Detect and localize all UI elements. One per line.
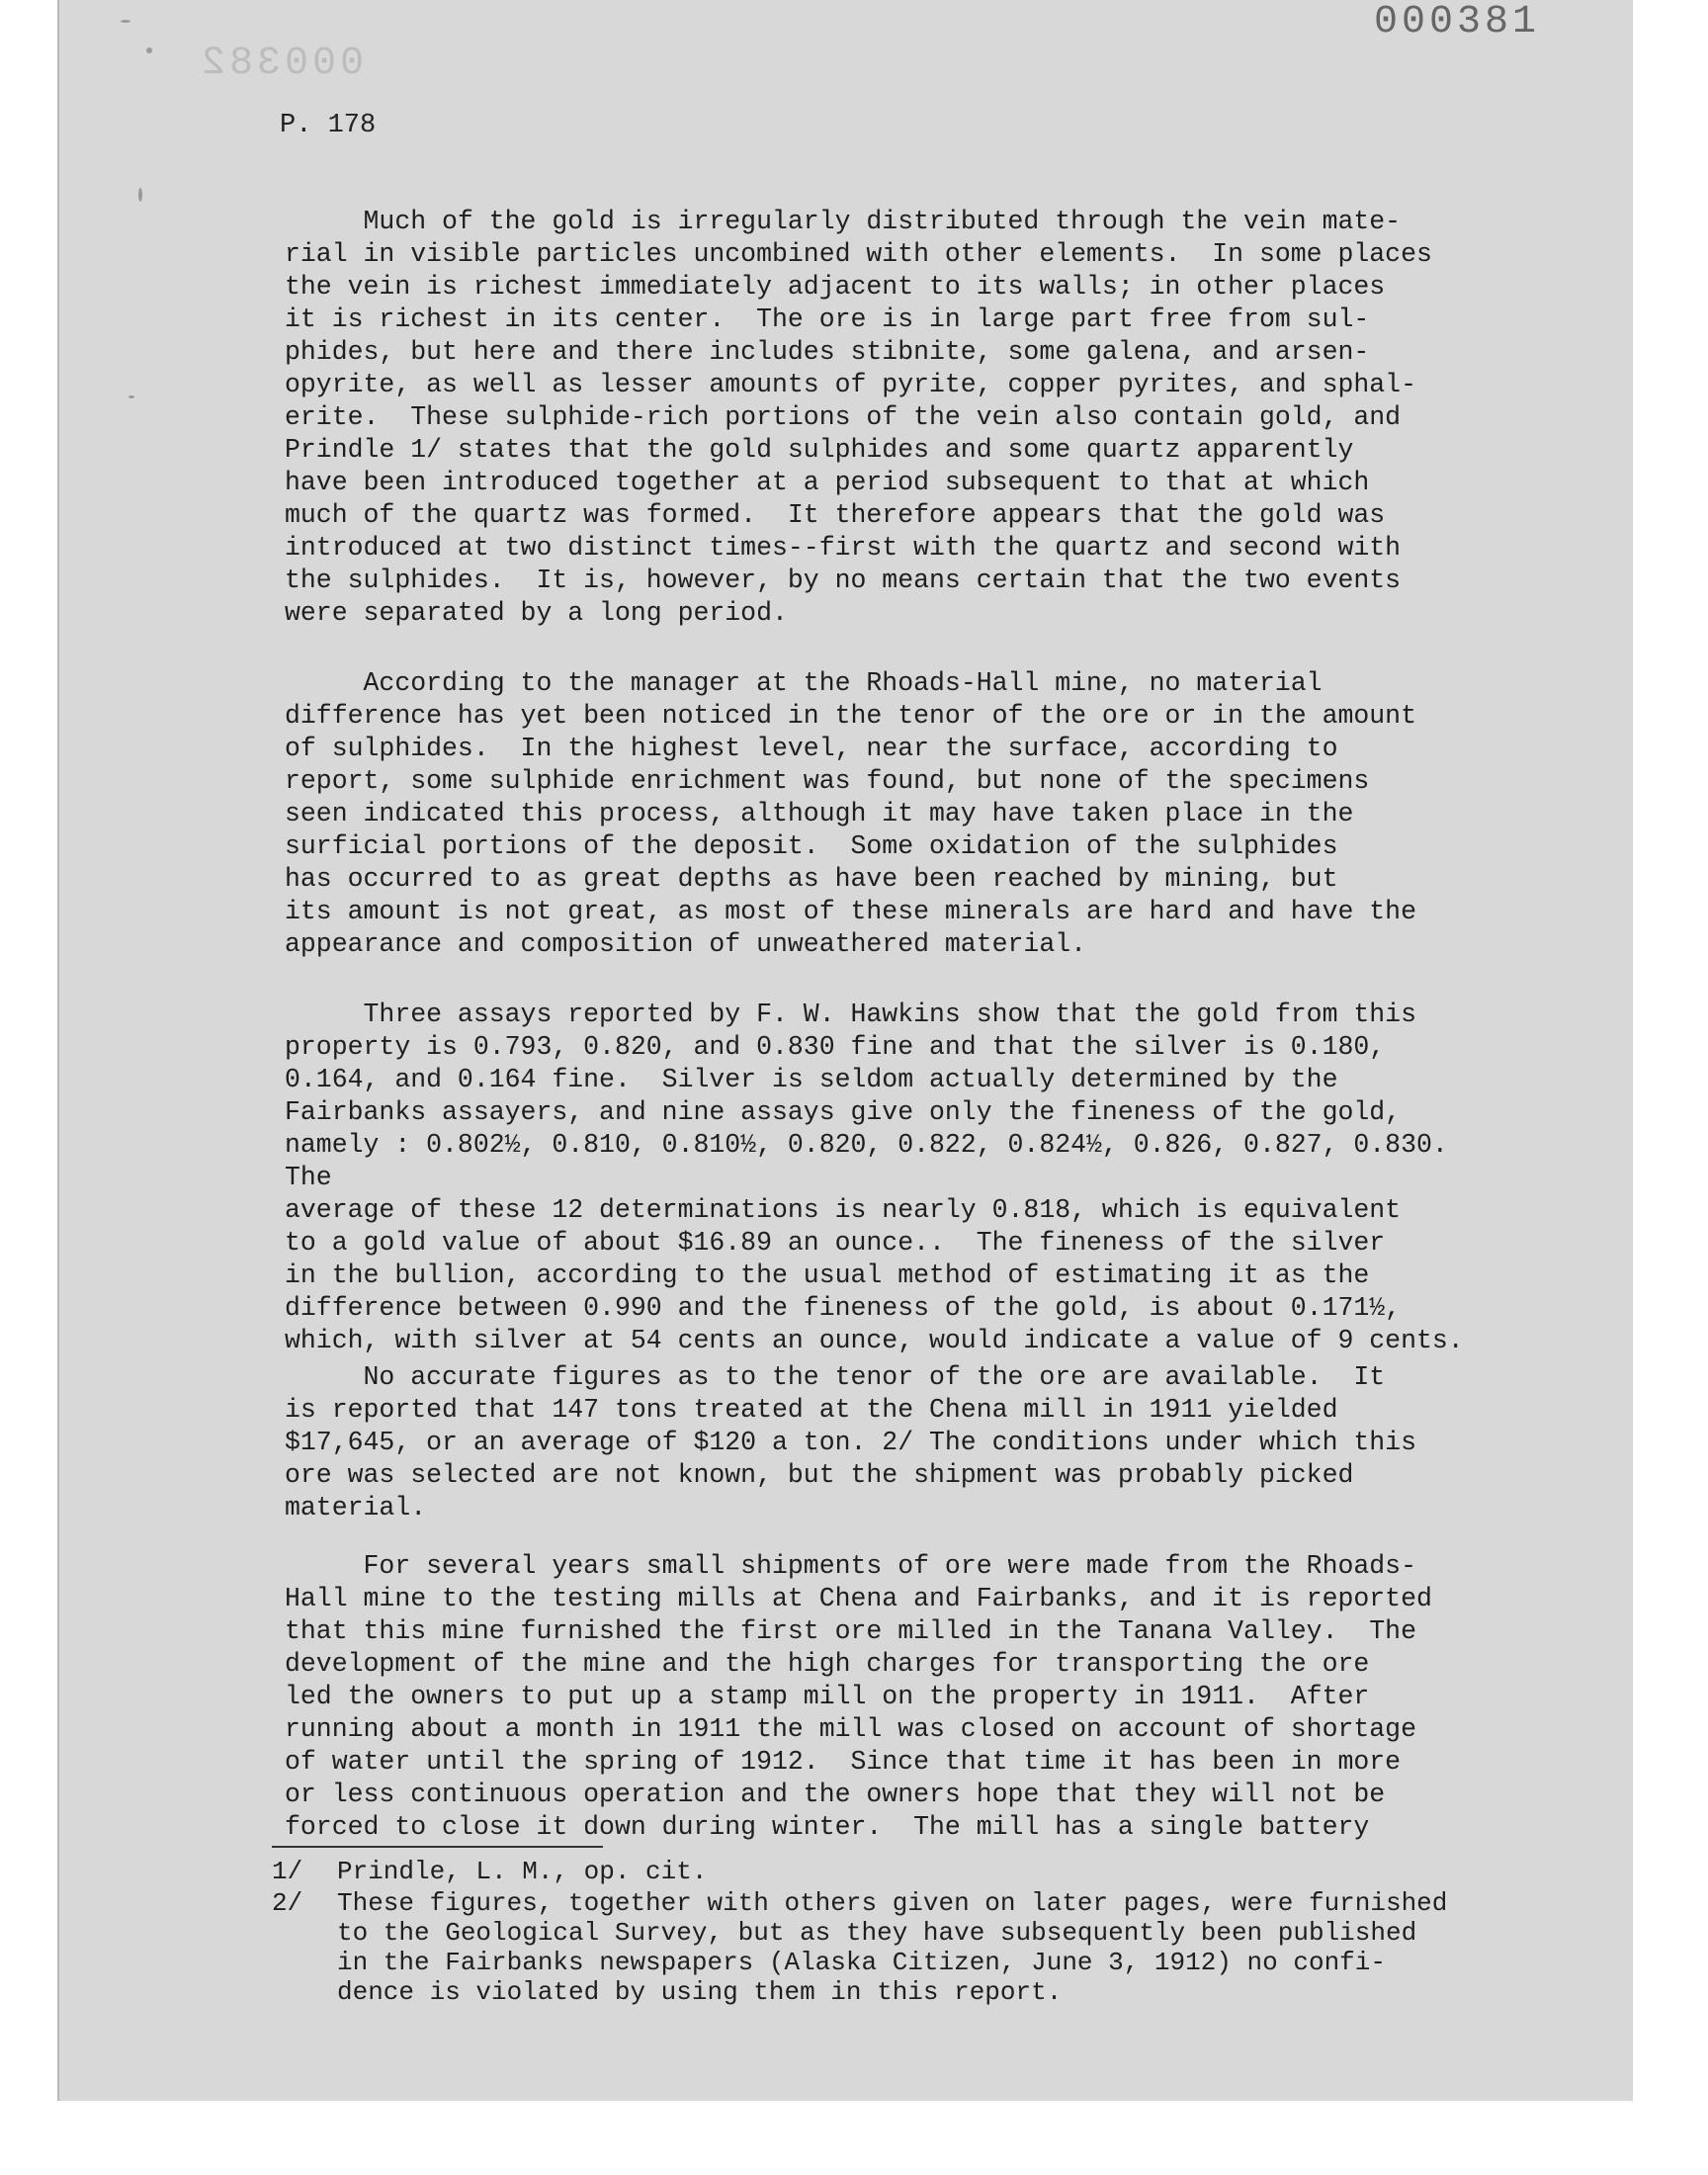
scan-speck — [128, 395, 134, 398]
footnote-divider — [272, 1846, 603, 1848]
paragraph-sulphide-enrichment: According to the manager at the Rhoads-Hall mine, no material difference has yet been noticed in the tenor of the ore or in the amount of sulphides. In the highest level, near the surface, according to report, some sulphide enrichment was found, but none of the specimens seen indicated this process, although it may have taken place in the surficial portions of the deposit. Some oxidation of the sulphides has occurred to as great depths as have been reached by mining, but its amount is not great, as most of these minerals are hard and have the appearance and composition of unweathered material. — [285, 668, 1416, 959]
scan-speck — [146, 47, 152, 53]
paragraph-shipments-mill: For several years small shipments of ore were made from the Rhoads- Hall mine to the testing mills at Chena and Fairbanks, and it is reported that this mine furnished the first ore milled in the Tanana Valley. The development of the mine and the high charges for transporting the ore led the owners to put up a stamp mill on the property in 1911. After running about a month in 1911 the mill was closed on account of shortage of water until the spring of 1912. Since that time it has been in more or less continuous operation and the owners hope that they will not be forced to close it down during winter. The mill has a single battery — [285, 1551, 1432, 1842]
footnote-mark: 1/ — [272, 1857, 303, 1886]
document-stamp-number: 000381 — [1373, 0, 1540, 44]
page-number: P. 178 — [280, 111, 377, 140]
scan-speck — [121, 20, 130, 23]
footnote-mark: 2/ — [272, 1888, 303, 1918]
paragraph-gold-distribution: Much of the gold is irregularly distributed through the vein mate- rial in visible particles uncombined with other elements. In some places the vein is richest immediately adjacent to its walls; in other places it is richest in its center. The ore is in large part free from sul- phides, but here and there includes stibnite, some galena, and arsen- opyrite, as well as lesser amounts of pyrite, copper pyrites, and sphal- erite. These sulphide-rich portions of the vein also contain gold, and Prindle 1/ states that the gold sulphides and some quartz apparently have been introduced together at a period subsequent to that at which much of the quartz was formed. It therefore appears that the gold was introduced at two distinct times--first with the quartz and second with the sulphides. It is, however, by no means certain that the two events were separated by a long period. — [285, 207, 1432, 628]
document-stamp-bleed-through: 000382 — [198, 42, 365, 86]
paragraph-ore-tenor: No accurate figures as to the tenor of the ore are available. It is reported that 147 tons treated at the Chena mill in 1911 yielded $17,645, or an average of $120 a ton. 2/ The conditions under which this ore was selected are not known, but the shipment was probably picked material. — [285, 1362, 1416, 1522]
footnote-text: These figures, together with others given on later pages, were furnished to the Geological Survey, but as they have subsequently been published in the Fairbanks newspapers (Alaska Citizen, June 3, 1912) no confi- dence is violated by using them in this report. — [337, 1888, 1448, 2007]
scan-speck — [138, 188, 142, 202]
paragraph-assays: Three assays reported by F. W. Hawkins show that the gold from this property is 0.793, 0.820, and 0.830 fine and that the silver is 0.180, 0.164, and 0.164 fine. Silver is seldom actually determined by the Fairbanks assayers, and nine assays give only the fineness of the gold, namely : 0.802½, 0.810, 0.810½, 0.820, 0.822, 0.824½, 0.826, 0.827, 0.830. The average of these 12 determinations is nearly 0.818, which is equivalent to a gold value of about $16.89 an ounce.. The fineness of the silver in the bullion, according to the usual method of estimating it as the difference between 0.990 and the fineness of the gold, is about 0.171½, which, with silver at 54 cents an ounce, would indicate a value of 9 cents. — [285, 1000, 1464, 1355]
footnote-text: Prindle, L. M., op. cit. — [337, 1857, 708, 1886]
